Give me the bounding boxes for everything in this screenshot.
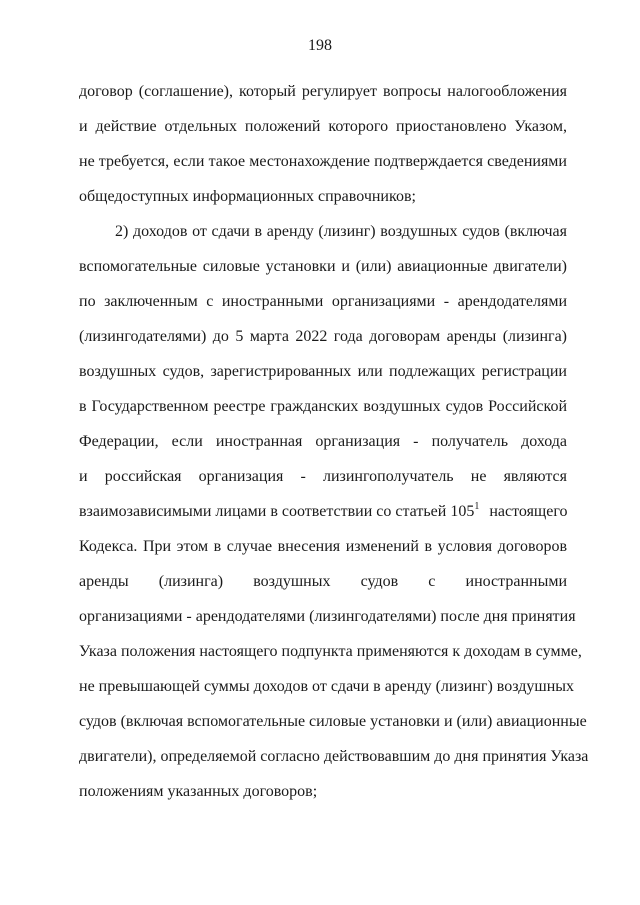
text-line: и действие отдельных положений которого приостановлено Указом, bbox=[79, 118, 567, 135]
text-line: общедоступных информационных справочников; bbox=[79, 188, 416, 205]
text-line: Кодекса. При этом в случае внесения изменений в условия договоров bbox=[79, 538, 567, 555]
text-line: положениям указанных договоров; bbox=[79, 783, 318, 800]
text-line: и российская организация - лизингополучатель не являются bbox=[79, 468, 567, 485]
text-line: 2) доходов от сдачи в аренду (лизинг) воздушных судов (включая bbox=[115, 223, 567, 240]
text-fragment bbox=[79, 494, 479, 529]
text-line: в Государственном реестре гражданских воздушных судов Российской bbox=[79, 398, 567, 415]
text-line: Указа положения настоящего подпункта применяются к доходам в сумме, bbox=[79, 643, 582, 660]
text-line: аренды (лизинга) воздушных судов с иностранными bbox=[79, 573, 567, 590]
superscript-number: 1 bbox=[474, 501, 480, 512]
text-line: организациями - арендодателями (лизингодателями) после дня принятия bbox=[79, 608, 576, 625]
page-number: 198 bbox=[308, 37, 332, 54]
text-line: не превышающей суммы доходов от сдачи в аренду (лизинг) воздушных bbox=[79, 678, 575, 695]
text-line: (лизингодателями) до 5 марта 2022 года договорам аренды (лизинга) bbox=[79, 328, 567, 345]
document-body bbox=[79, 74, 589, 809]
text-line: не требуется, если такое местонахождение подтверждается сведениями bbox=[79, 153, 567, 170]
text-fragment-tail: настоящего bbox=[489, 503, 568, 520]
text-fragment-main: взаимозависимыми лицами в соответствии со статьей 105 bbox=[79, 503, 475, 520]
text-line: договор (соглашение), который регулирует вопросы налогообложения bbox=[79, 83, 567, 100]
text-line-with-footnote bbox=[79, 494, 567, 529]
text-line: судов (включая вспомогательные силовые установки и (или) авиационные bbox=[79, 713, 587, 730]
text-line: Федерации, если иностранная организация - получатель дохода bbox=[79, 433, 567, 450]
text-line: воздушных судов, зарегистрированных или подлежащих регистрации bbox=[79, 363, 567, 380]
text-line: по заключенным с иностранными организациями - арендодателями bbox=[79, 293, 567, 310]
text-line: двигатели), определяемой согласно действовавшим до дня принятия Указа bbox=[79, 748, 589, 765]
text-line: вспомогательные силовые установки и (или) авиационные двигатели) bbox=[79, 258, 567, 275]
